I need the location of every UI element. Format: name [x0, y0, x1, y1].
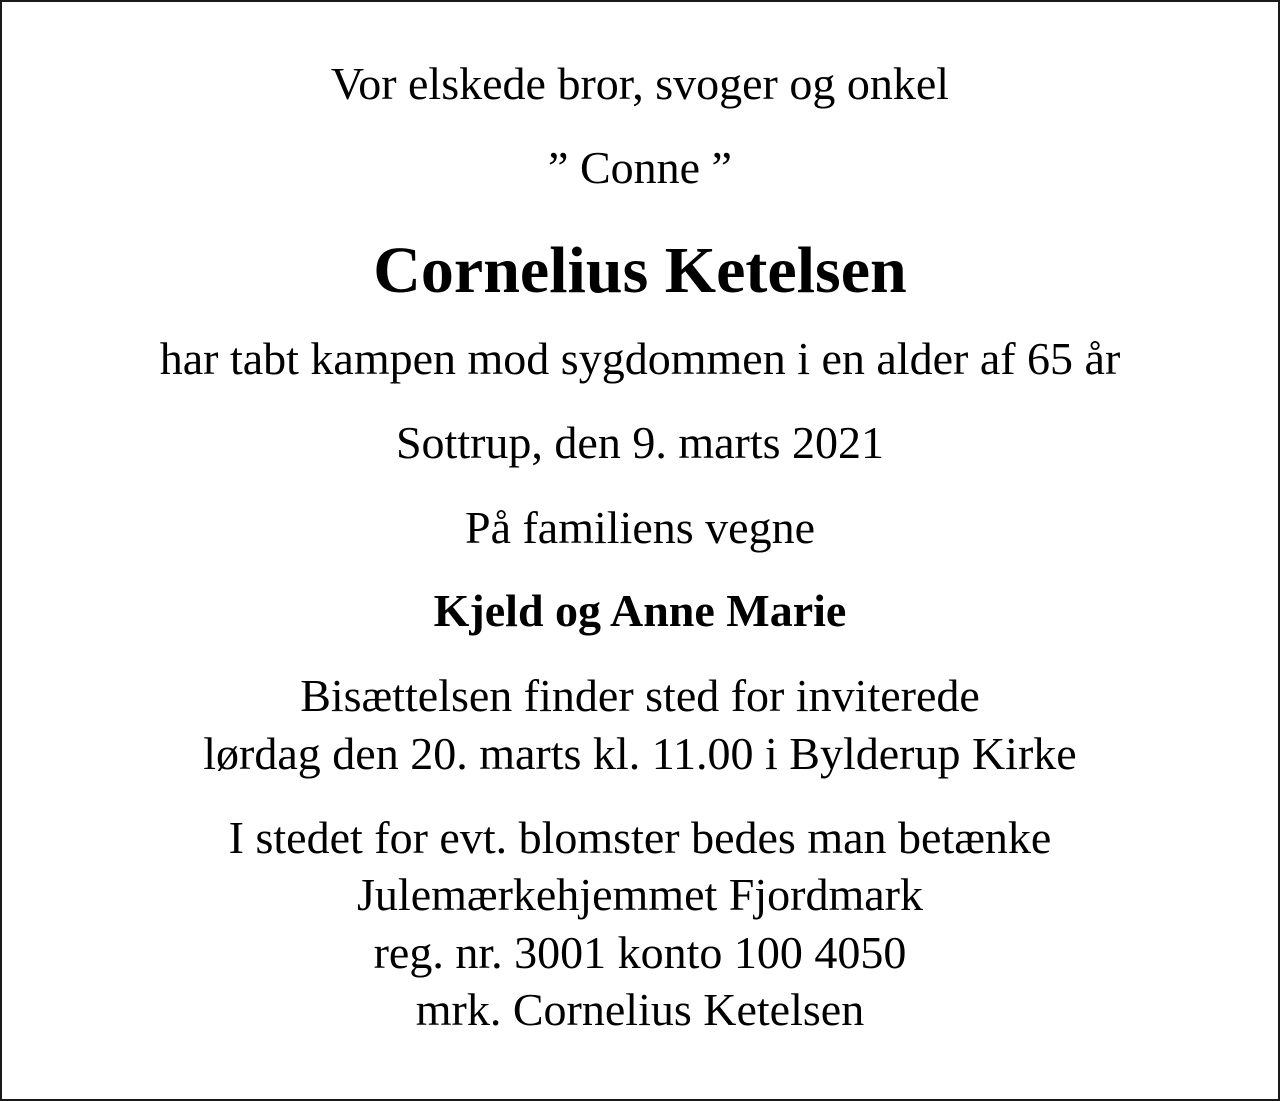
signers: Kjeld og Anne Marie — [433, 585, 847, 636]
nickname: ” Conne ” — [548, 142, 732, 193]
on-behalf-line: På familiens vegne — [464, 502, 815, 553]
deceased-name: Cornelius Ketelsen — [373, 234, 907, 307]
donation-info-line: reg. nr. 3001 konto 100 4050 — [373, 927, 907, 978]
place-date: Sottrup, den 9. marts 2021 — [395, 417, 885, 468]
funeral-info-line: lørdag den 20. marts kl. 11.00 i Bylderup Kirke — [203, 728, 1077, 779]
intro-line: Vor elskede bror, svoger og onkel — [330, 58, 950, 109]
donation-info-line: Julemærkehjemmet Fjordmark — [357, 869, 923, 920]
donation-info-line: I stedet for evt. blomster bedes man betænke — [228, 812, 1052, 863]
age-statement: har tabt kampen mod sygdommen i en alder af 65 år — [159, 333, 1121, 384]
donation-info-line: mrk. Cornelius Ketelsen — [415, 984, 865, 1035]
funeral-info-line: Bisættelsen finder sted for inviterede — [300, 670, 980, 721]
